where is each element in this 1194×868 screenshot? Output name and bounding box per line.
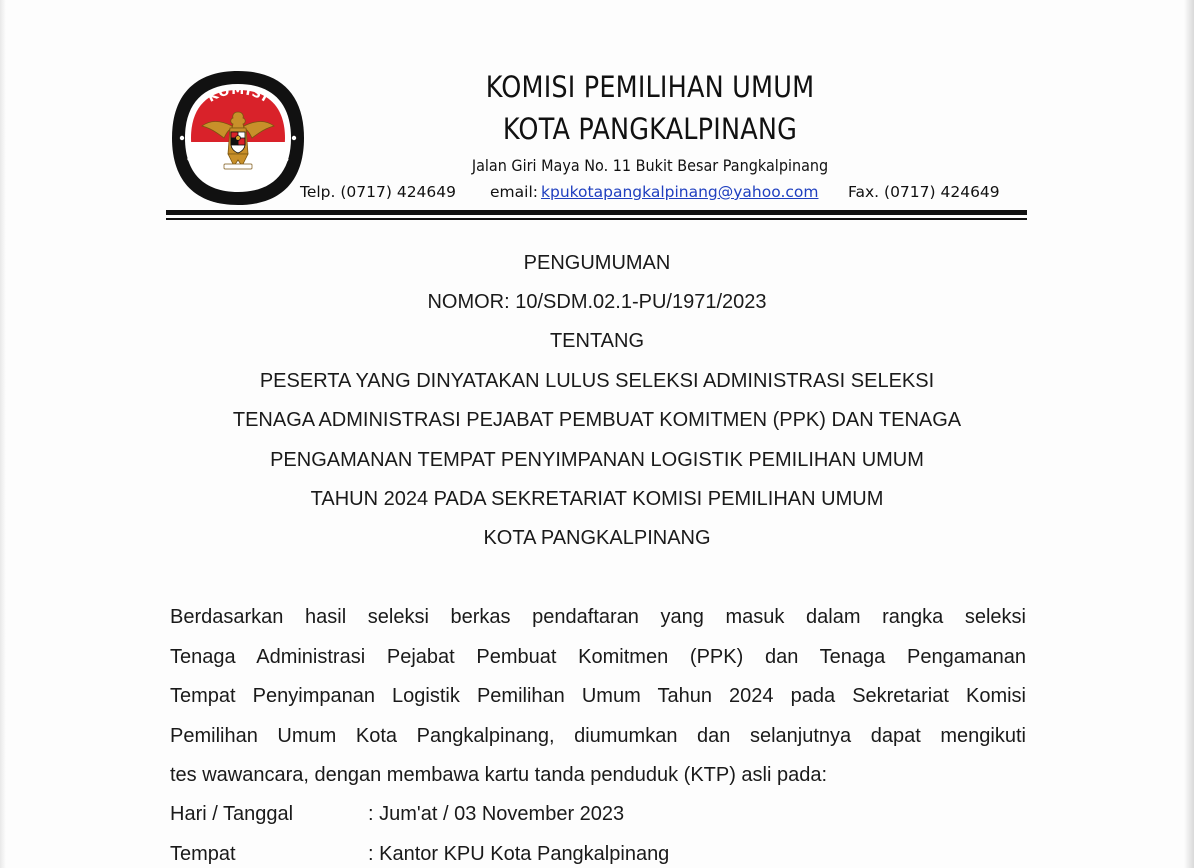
subject-line: TAHUN 2024 PADA SEKRETARIAT KOMISI PEMILIHAN UMUM [310, 488, 884, 510]
subject-line: TENAGA ADMINISTRASI PEJABAT PEMBUAT KOMITMEN (PPK) DAN TENAGA [232, 409, 962, 431]
logo-bottom-text: PEMILIHAN UMUM [183, 151, 293, 192]
letterhead-rule-thick [166, 210, 1027, 215]
letterhead-rule-thin [166, 218, 1027, 220]
org-address: Jalan Giri Maya No. 11 Bukit Besar Pangkalpinang [471, 156, 829, 175]
detail-value-date: : Jum'at / 03 November 2023 [368, 803, 625, 825]
kpu-logo [168, 68, 308, 208]
paragraph-line: Tenaga Administrasi Pejabat Pembuat Komitmen (PPK) dan Tenaga Pengamanan [170, 646, 1026, 668]
paragraph-line: Pemilihan Umum Kota Pangkalpinang, diumumkan dan selanjutnya dapat mengikuti [170, 725, 1026, 747]
announcement-number: NOMOR: 10/SDM.02.1-PU/1971/2023 [427, 291, 767, 313]
subject-line: PESERTA YANG DINYATAKAN LULUS SELEKSI ADMINISTRASI SELEKSI [259, 370, 935, 392]
org-name-line1: KOMISI PEMILIHAN UMUM [485, 70, 815, 104]
scan-edge-right [1184, 0, 1194, 868]
announcement-about: TENTANG [549, 330, 645, 352]
paragraph-line: tes wawancara, dengan membawa kartu tanda penduduk (KTP) asli pada: [170, 764, 828, 786]
email-label: email: [490, 183, 538, 201]
paragraph-line: Berdasarkan hasil seleksi berkas pendaftaran yang masuk dalam rangka seleksi [170, 606, 1026, 628]
detail-label-date: Hari / Tanggal [170, 803, 294, 825]
org-name-line2: KOTA PANGKALPINANG [502, 112, 798, 146]
scan-edge-left [0, 0, 6, 868]
fax: Fax. (0717) 424649 [848, 183, 1000, 201]
detail-value-place: : Kantor KPU Kota Pangkalpinang [368, 843, 670, 865]
shield [231, 132, 245, 153]
email-link[interactable]: kpukotapangkalpinang@yahoo.com [541, 183, 819, 201]
contact-row [300, 183, 1010, 205]
subject-line: KOTA PANGKALPINANG [483, 527, 711, 549]
subject-line: PENGAMANAN TEMPAT PENYIMPANAN LOGISTIK PEMILIHAN UMUM [270, 449, 924, 471]
logo-top-text: KOMISI [205, 82, 272, 106]
detail-label-place: Tempat [170, 843, 236, 865]
paragraph-line: Tempat Penyimpanan Logistik Pemilihan Umum Tahun 2024 pada Sekretariat Komisi [170, 685, 1026, 707]
announcement-heading: PENGUMUMAN [523, 252, 671, 274]
telephone: Telp. (0717) 424649 [300, 183, 457, 201]
